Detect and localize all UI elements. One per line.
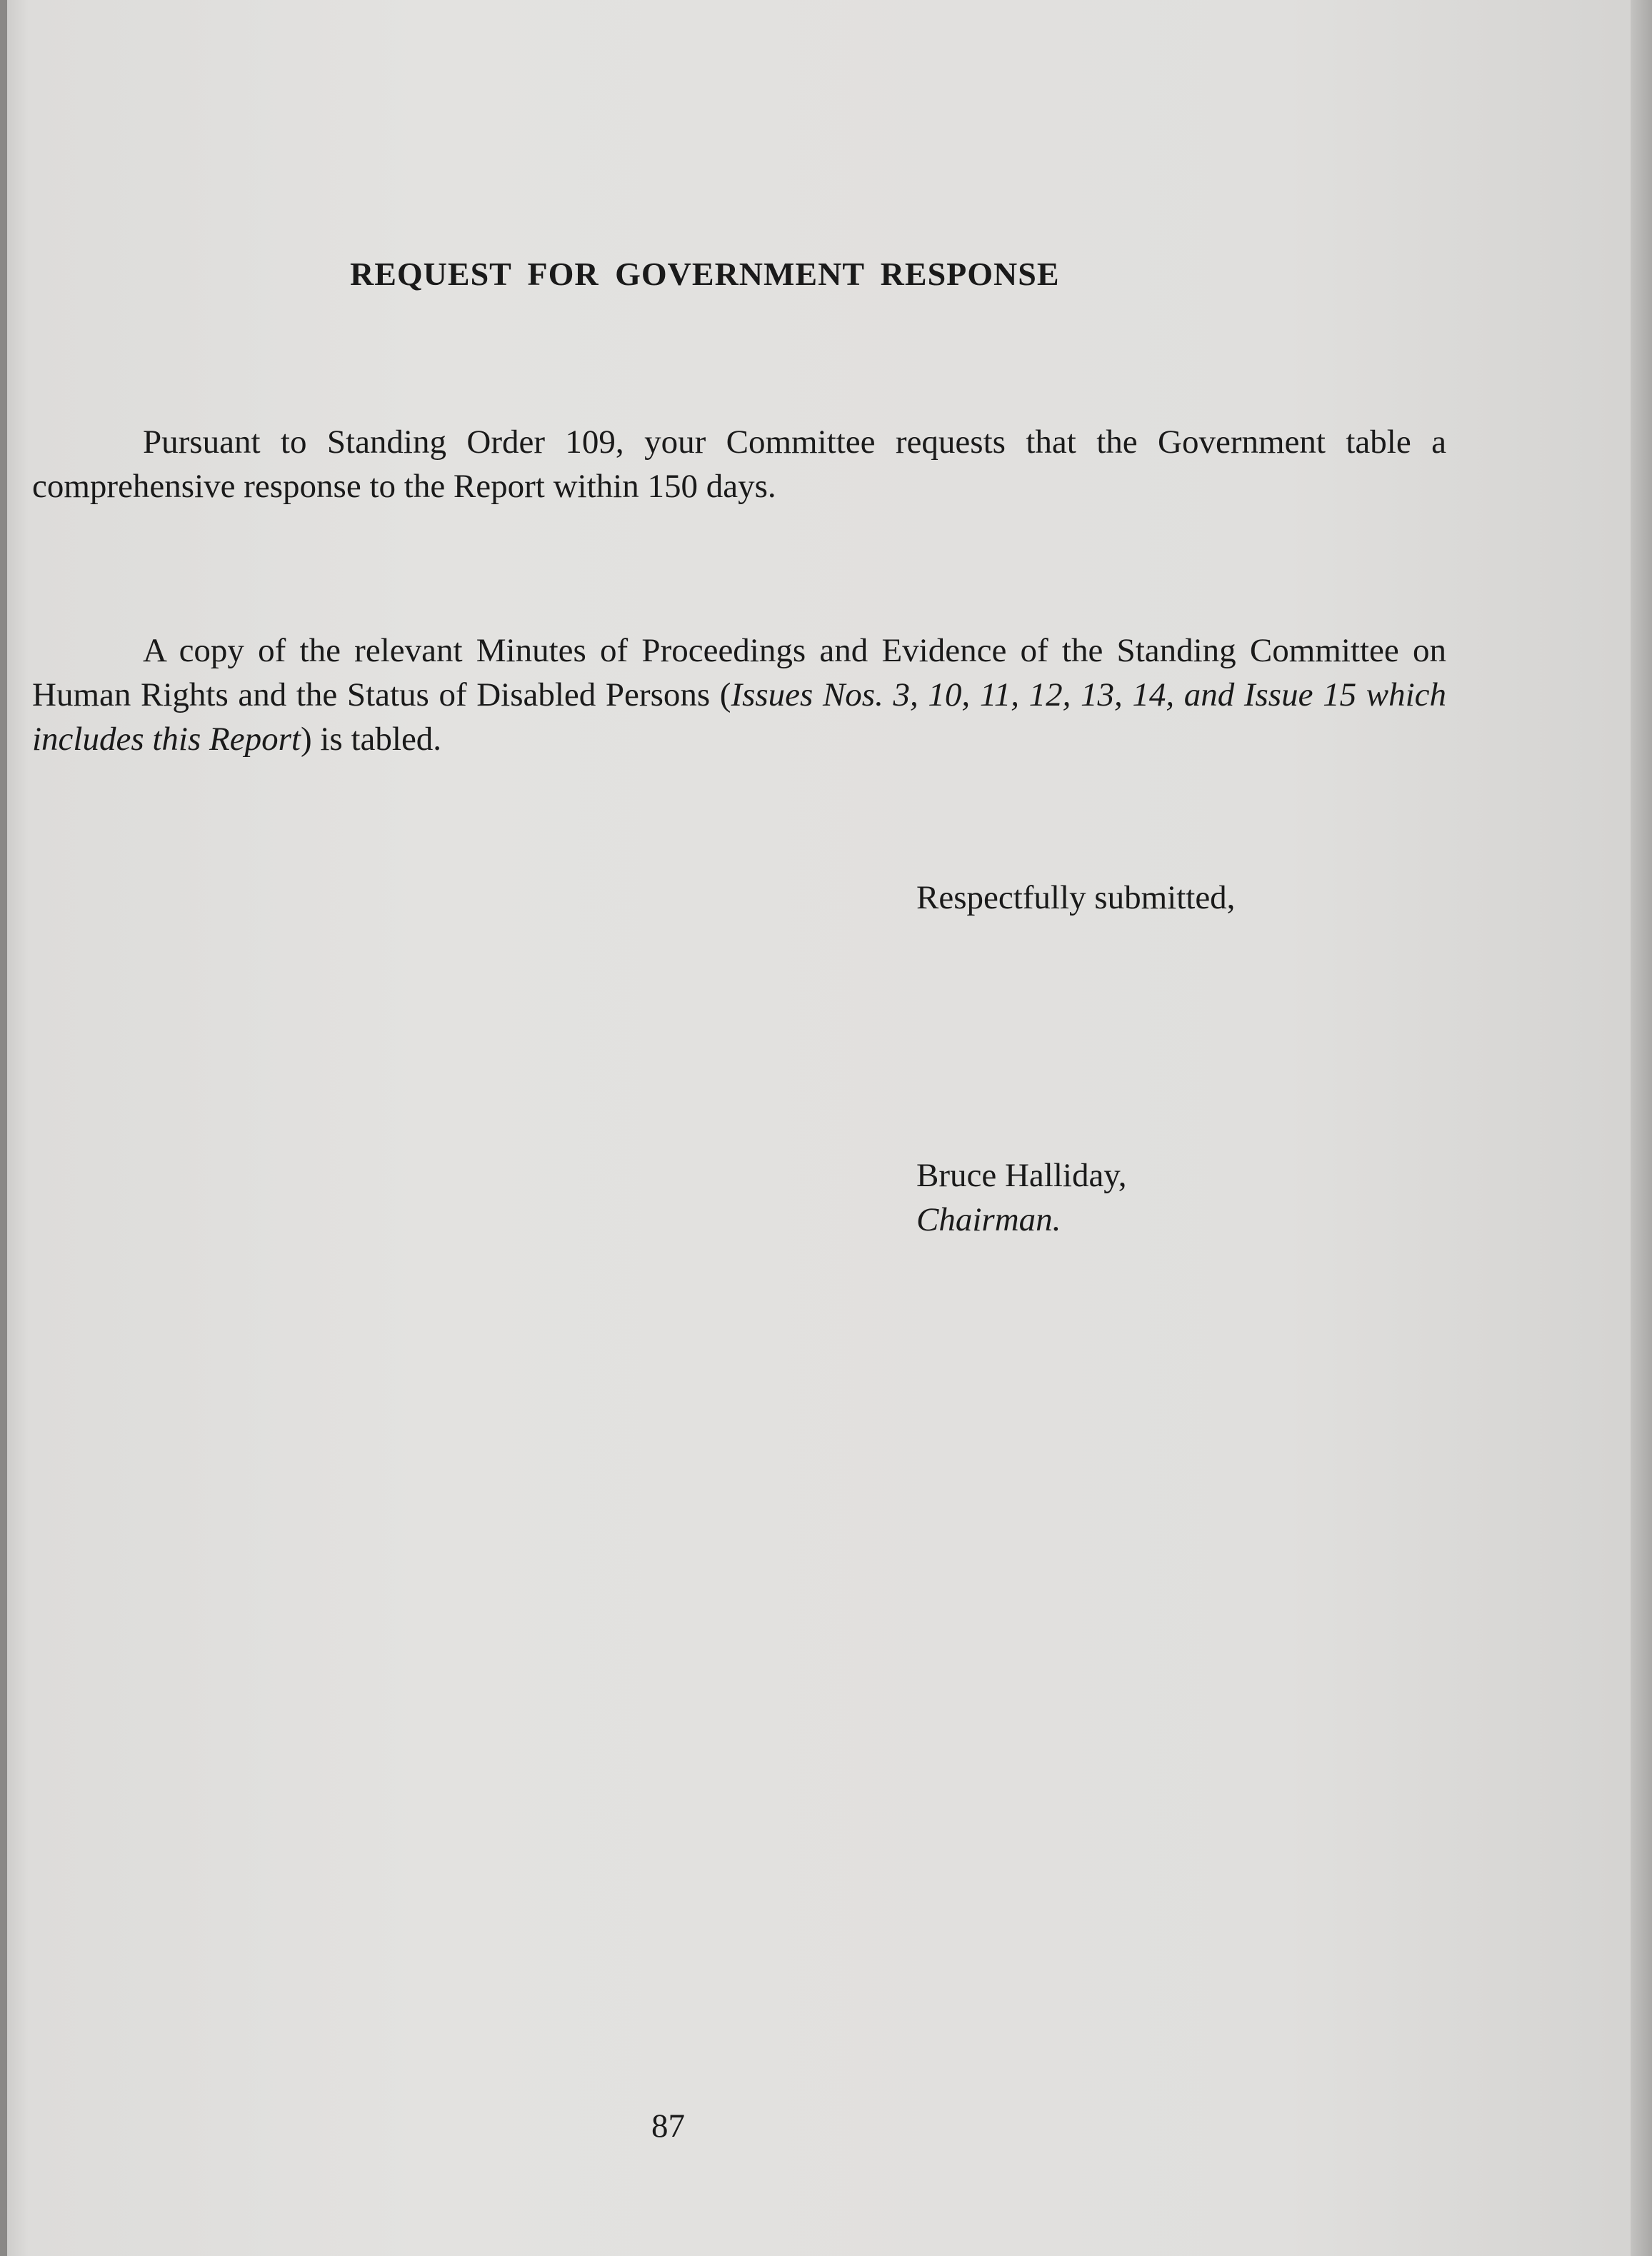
page-left-edge: [0, 0, 7, 2256]
document-heading: REQUEST FOR GOVERNMENT RESPONSE: [350, 256, 1060, 292]
paragraph-standing-order-text: Pursuant to Standing Order 109, your Committee requests that the Government table a comprehensive response to the Report within 150 days.: [32, 423, 1446, 505]
closing-line: Respectfully submitted,: [916, 879, 1236, 916]
paragraph-minutes-copy: [32, 628, 1446, 761]
signer-title: Chairman.: [916, 1201, 1061, 1238]
paragraph-minutes-text-after: ) is tabled.: [300, 721, 442, 758]
paragraph-minutes-issues: Issues Nos. 3, 10, 11, 12, 13, 14, and Issue 15 which includes this Report: [32, 676, 1446, 758]
paragraph-minutes-text-before: A copy of the relevant Minutes of Proceedings and Evidence of the Standing Committee on Human Rights and the Status of Disabled Persons (: [32, 632, 1446, 713]
page-right-edge: [1631, 0, 1652, 2256]
page-number: 87: [651, 2107, 685, 2145]
signer-name: Bruce Halliday,: [916, 1157, 1127, 1194]
signature-block: [916, 1153, 1127, 1242]
paragraph-standing-order: [32, 420, 1446, 508]
